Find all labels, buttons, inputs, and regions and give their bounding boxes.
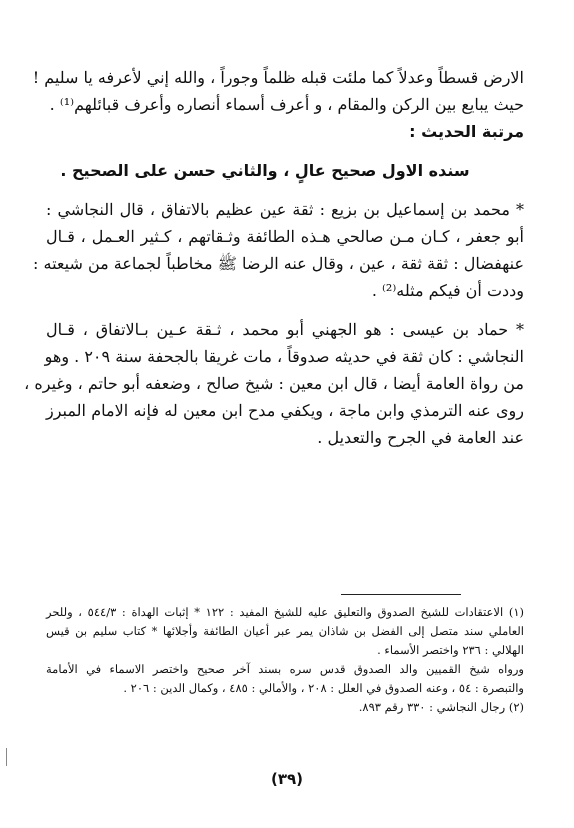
paragraph-ibn-bazi [33, 196, 524, 304]
text-line: عند العامة في الجرح والتعديل . [317, 428, 524, 447]
footnote-line: العاملي سند متصل إلى الفضل بن شاذان يمر عبر أعيان الطائفة وأجلائها * كتاب سليم بن قيس [46, 624, 524, 638]
footnote-line: الهلالي : ٢٣٦ واختصر الأسماء . [377, 643, 524, 657]
text-line: * حماد بن عيسى : هو الجهني أبو محمد ، ثـقة عـين بـالاتفاق ، قـال [46, 320, 524, 339]
text-line: أبو جعفر ، كـان مـن صالحي هـذه الطائفة وثـقاتهم ، كـثير العـمل ، قـال [46, 227, 524, 246]
text-line: * محمد بن إسماعيل بن بزيع : ثقة عين عظيم بالاتفاق ، قال النجاشي : [46, 200, 524, 219]
section-subheading: سنده الاول صحيح عالٍ ، والثاني حسن على الصحيح . [60, 161, 470, 180]
paragraph-hammad [24, 316, 524, 451]
main-text [24, 64, 524, 451]
footnote-line: والتبصرة : ٥٤ ، وعنه الصدوق في العلل : ٢٠٨ ، والأمالي : ٤٨٥ ، وكمال الدين : ٢٠٦ . [123, 681, 524, 695]
footnotes [46, 603, 524, 717]
scan-edge-mark [6, 748, 7, 766]
footnote-divider [341, 594, 461, 595]
text-line: الارض قسطاً وعدلاً كما ملئت قبله ظلماً وجوراً ، والله إني لأعرفه يا سليم ! [32, 68, 524, 87]
text-line: عنهفضال : ثقة ثقة ، عين ، وقال عنه الرضا ﷺ مخاطباً لجماعة من شيعته : [33, 254, 524, 273]
text-line: النجاشي : كان ثقة في حديثه صدوقاً ، مات غريقا بالجحفة سنة ٢٠٩ . وهو [44, 347, 524, 366]
page-number: (٣٩) [270, 770, 304, 788]
text-line: روى عنه الترمذي وابن ماجة ، ويكفي مدح ابن معين له فإنه الامام المبرز [46, 401, 524, 420]
text-line: حيث يبايع بين الركن والمقام ، و أعرف أسماء أنصاره وأعرف قبائلهم⁽¹⁾ . [49, 95, 524, 114]
footnote-line: ورواه شيخ القميين والد الصدوق قدس سره بسند آخر صحيح واختصر الاسماء في الأمامة [46, 662, 524, 676]
text-line: من رواة العامة أيضا ، قال ابن معين : شيخ صالح ، وضعفه أبو حاتم ، وغيره ، [24, 374, 524, 393]
footnote-line: (١) الاعتقادات للشيخ الصدوق والتعليق عليه للشيخ المفيد : ١٢٢ * إثبات الهداة : ٥٤٤/٣ ، وللحر [46, 605, 524, 619]
section-heading: مرتبة الحديث : [409, 122, 524, 141]
text-line: وددت أن فيكم مثله⁽²⁾ . [371, 281, 524, 300]
footnote-line: (٢) رجال النجاشي : ٣٣٠ رقم ٨٩٣. [358, 700, 524, 714]
